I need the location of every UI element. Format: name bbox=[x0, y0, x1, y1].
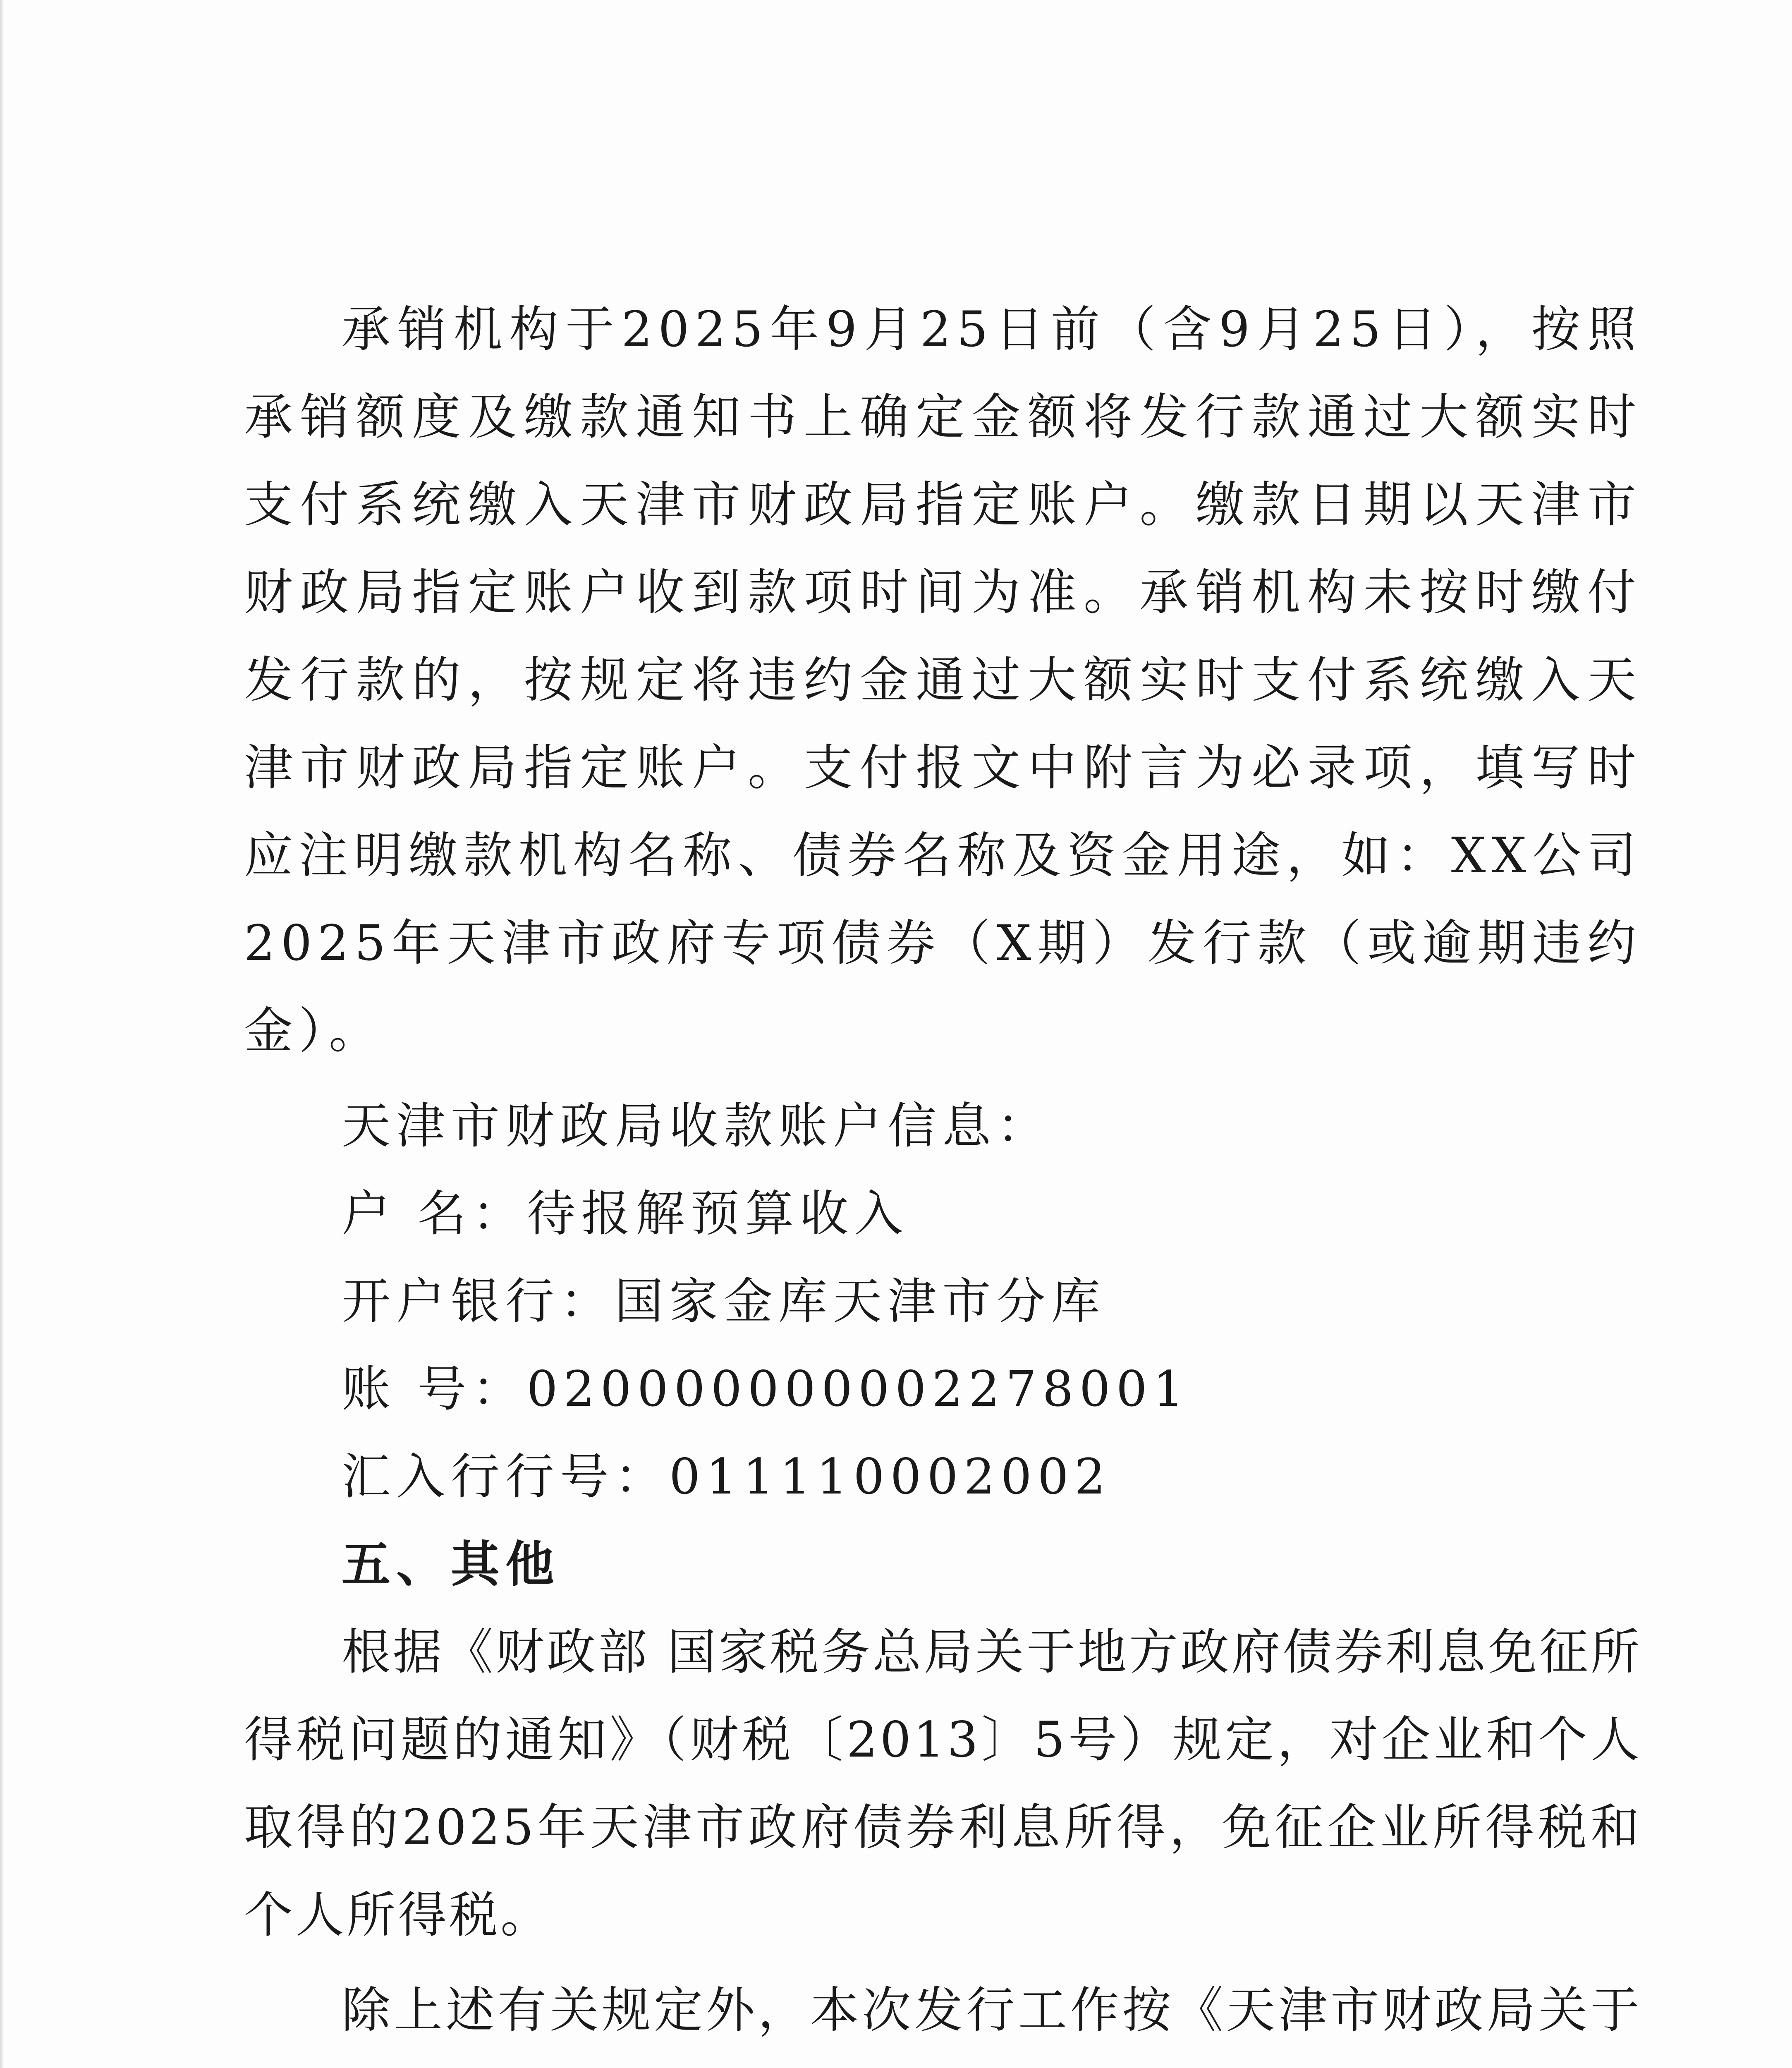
opening-bank: 开户银行：国家金库天津市分库 bbox=[342, 1273, 1106, 1330]
account-name: 户 名：待报解预算收入 bbox=[342, 1185, 909, 1242]
scan-edge-shadow bbox=[0, 0, 4, 2068]
account-info-title: 天津市财政局收款账户信息： bbox=[342, 1097, 1052, 1154]
remittance-bank-code: 汇入行行号：011110002002 bbox=[342, 1448, 1111, 1505]
paragraph-tax-exemption: 根据《财政部 国家税务总局关于地方政府债券利息免征所得税问题的通知》（财税〔2013〕5号）规定，对企业和个人取得的2025年天津市政府债券利息所得，免征企业所得税和个人所得税。 bbox=[244, 1623, 1642, 1944]
paragraph-payment-instructions: 承销机构于2025年9月25日前（含9月25日），按照承销额度及缴款通知书上确定金额将发行款通过大额实时支付系统缴入天津市财政局指定账户。缴款日期以天津市财政局指定账户收到款项时间为准。承销机构未按时缴付发行款的，按规定将违约金通过大额实时支付系统缴入天津市财政局指定账户。支付报文中附言为必录项，填写时应注明缴款机构名称、债券名称及资金用途，如：XX公司2025年天津市政府专项债券（X期）发行款（或逾期违约金）。 bbox=[244, 301, 1642, 1059]
section-five-heading: 五、其他 bbox=[342, 1536, 560, 1593]
account-number: 账 号：020000000002278001 bbox=[342, 1360, 1190, 1417]
paragraph-issuance-rules: 除上述有关规定外，本次发行工作按《天津市财政局关于 bbox=[342, 1982, 1642, 2039]
document-body bbox=[244, 285, 1642, 2068]
